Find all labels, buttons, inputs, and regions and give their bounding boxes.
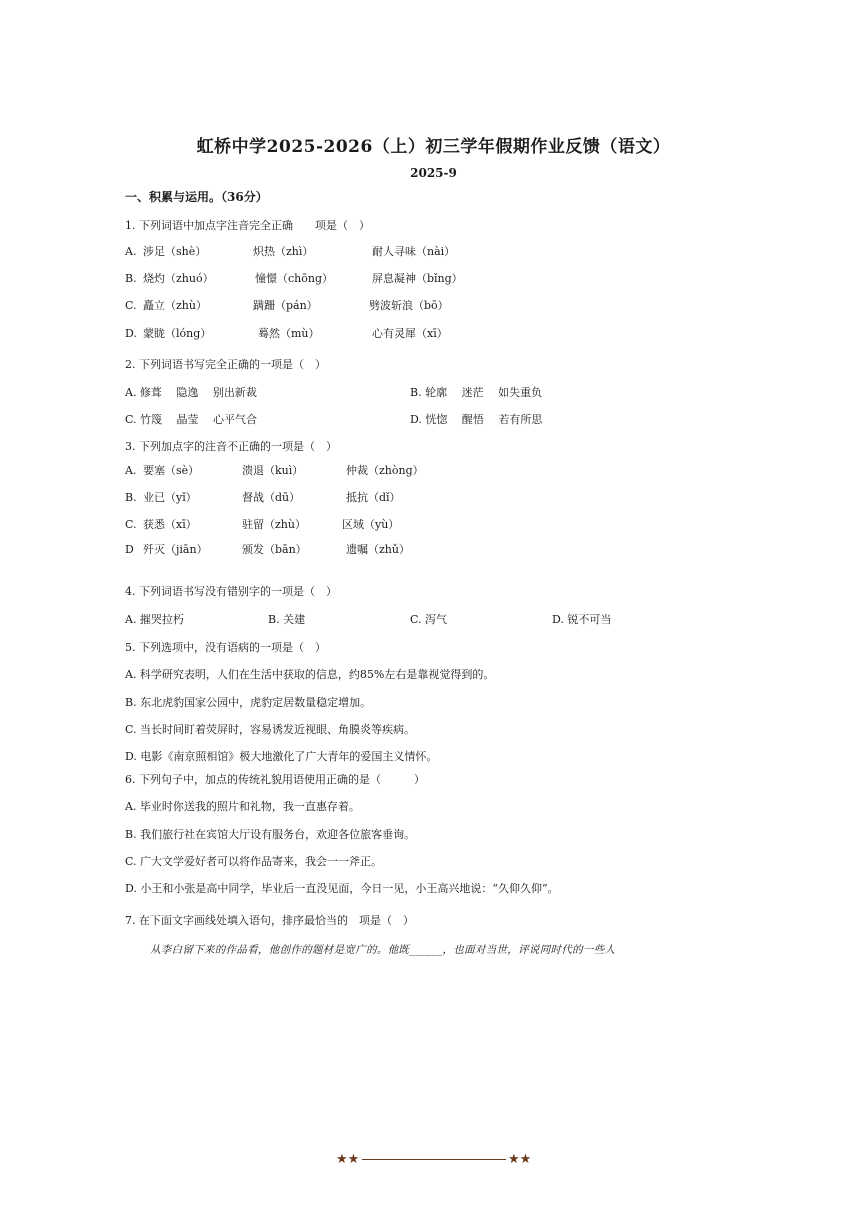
q3-option-d-word2: 颁发（bān） [242,543,307,556]
q1-option-label: C. [125,299,137,312]
q1-option-b-word2: 憧憬（chōng） [255,272,333,285]
q5-option-b: B. 东北虎豹国家公园中，虎豹定居数量稳定增加。 [125,696,372,709]
q1-option-d-word2: 蓦然（mù） [258,327,320,340]
q4-option-b: B. 关建 [268,613,306,626]
q3-option-b-word3: 抵抗（dǐ） [346,491,401,504]
q3-option-c-word2: 驻留（zhù） [242,518,306,531]
q3-option-c-word1: 获悉（xī） [143,518,197,531]
q6-stem: 6. 下列句子中，加点的传统礼貌用语使用正确的是（ ） [125,773,425,786]
q6-option-c: C. 广大文学爱好者可以将作品寄来，我会一一斧正。 [125,855,383,868]
footer-right-stars: ★★ [508,1152,532,1167]
q1-option-a-word1: 涉足（shè） [143,245,207,258]
q1-option-d-word3: 心有灵犀（xī） [372,327,448,340]
q6-option-b: B. 我们旅行社在宾馆大厅设有服务台，欢迎各位旅客垂询。 [125,828,416,841]
footer-rule [362,1159,506,1160]
q1-option-c-word3: 劈波斩浪（bō） [369,299,449,312]
exam-title: 虹桥中学2025-2026（上）初三学年假期作业反馈（语文） [196,137,671,157]
q3-option-b-word1: 业已（yǐ） [143,491,197,504]
q4-option-a: A. 摧哭拉朽 [125,613,184,626]
q7-passage: 从李白留下来的作品看，他创作的题材是宽广的。他既______，也面对当世，评说同时代的一些人 [150,944,616,956]
q3-option-label: C. [125,518,137,531]
section-heading: 一、积累与运用。（36分） [125,190,268,204]
q3-option-a-word1: 要塞（sè） [143,464,200,477]
q1-option-label: D. [125,327,137,340]
q1-option-b-word1: 烧灼（zhuó） [143,272,214,285]
footer-ornament [336,1152,536,1168]
q1-option-a-word3: 耐人寻味（nài） [372,245,456,258]
q3-option-label: B. [125,491,137,504]
q5-stem: 5. 下列选项中，没有语病的一项是（ ） [125,641,326,654]
q2-option-b: B. 轮廓 迷茫 如失重负 [410,386,543,399]
exam-date: 2025-9 [410,166,457,180]
q1-option-b-word3: 屏息凝神（bǐng） [372,272,463,285]
q3-option-a-word2: 溃退（kuì） [242,464,304,477]
q5-option-c: C. 当长时间盯着荧屏时，容易诱发近视眼、角膜炎等疾病。 [125,723,416,736]
q3-option-c-word3: 区域（yù） [342,518,400,531]
q1-option-c-word1: 矗立（zhù） [143,299,207,312]
q3-option-d-word1: 歼灭（jiān） [143,543,208,556]
q1-option-d-word1: 蒙眬（lóng） [143,327,212,340]
q3-option-label: A. [125,464,137,477]
q5-option-a: A. 科学研究表明，人们在生活中获取的信息，约85%左右是靠视觉得到的。 [125,668,495,681]
q1-stem: 1. 下列词语中加点字注音完全正确 项是（ ） [125,219,370,232]
q7-stem: 7. 在下面文字画线处填入语句，排序最恰当的 项是（ ） [125,914,414,927]
q2-option-a: A. 修葺 隐逸 别出新裁 [125,386,257,399]
q2-option-c: C. 竹篾 晶莹 心平气合 [125,413,258,426]
q4-option-c: C. 泻气 [410,613,448,626]
q4-option-d: D. 锐不可当 [552,613,612,626]
q1-option-a-word2: 炽热（zhì） [253,245,314,258]
footer-left-stars: ★★ [336,1152,360,1167]
q3-option-d-word3: 遗嘱（zhǔ） [346,543,410,556]
q1-option-c-word2: 蹒跚（pán） [253,299,318,312]
q1-option-label: B. [125,272,137,285]
q3-option-b-word2: 督战（dū） [242,491,301,504]
q5-option-d: D. 电影《南京照相馆》极大地激化了广大青年的爱国主义情怀。 [125,750,438,763]
q3-option-label: D [125,543,134,556]
q3-option-a-word3: 仲裁（zhòng） [346,464,424,477]
q4-stem: 4. 下列词语书写没有错别字的一项是（ ） [125,585,337,598]
q1-option-label: A. [125,245,137,258]
q2-stem: 2. 下列词语书写完全正确的一项是（ ） [125,358,326,371]
q6-option-d: D. 小王和小张是高中同学，毕业后一直没见面，今日一见，小王高兴地说：“久仰久仰”。 [125,882,559,895]
q6-option-a: A. 毕业时你送我的照片和礼物，我一直惠存着。 [125,800,360,813]
q2-option-d: D. 恍惚 醒悟 若有所思 [410,413,543,426]
q3-stem: 3. 下列加点字的注音不正确的一项是（ ） [125,440,337,453]
